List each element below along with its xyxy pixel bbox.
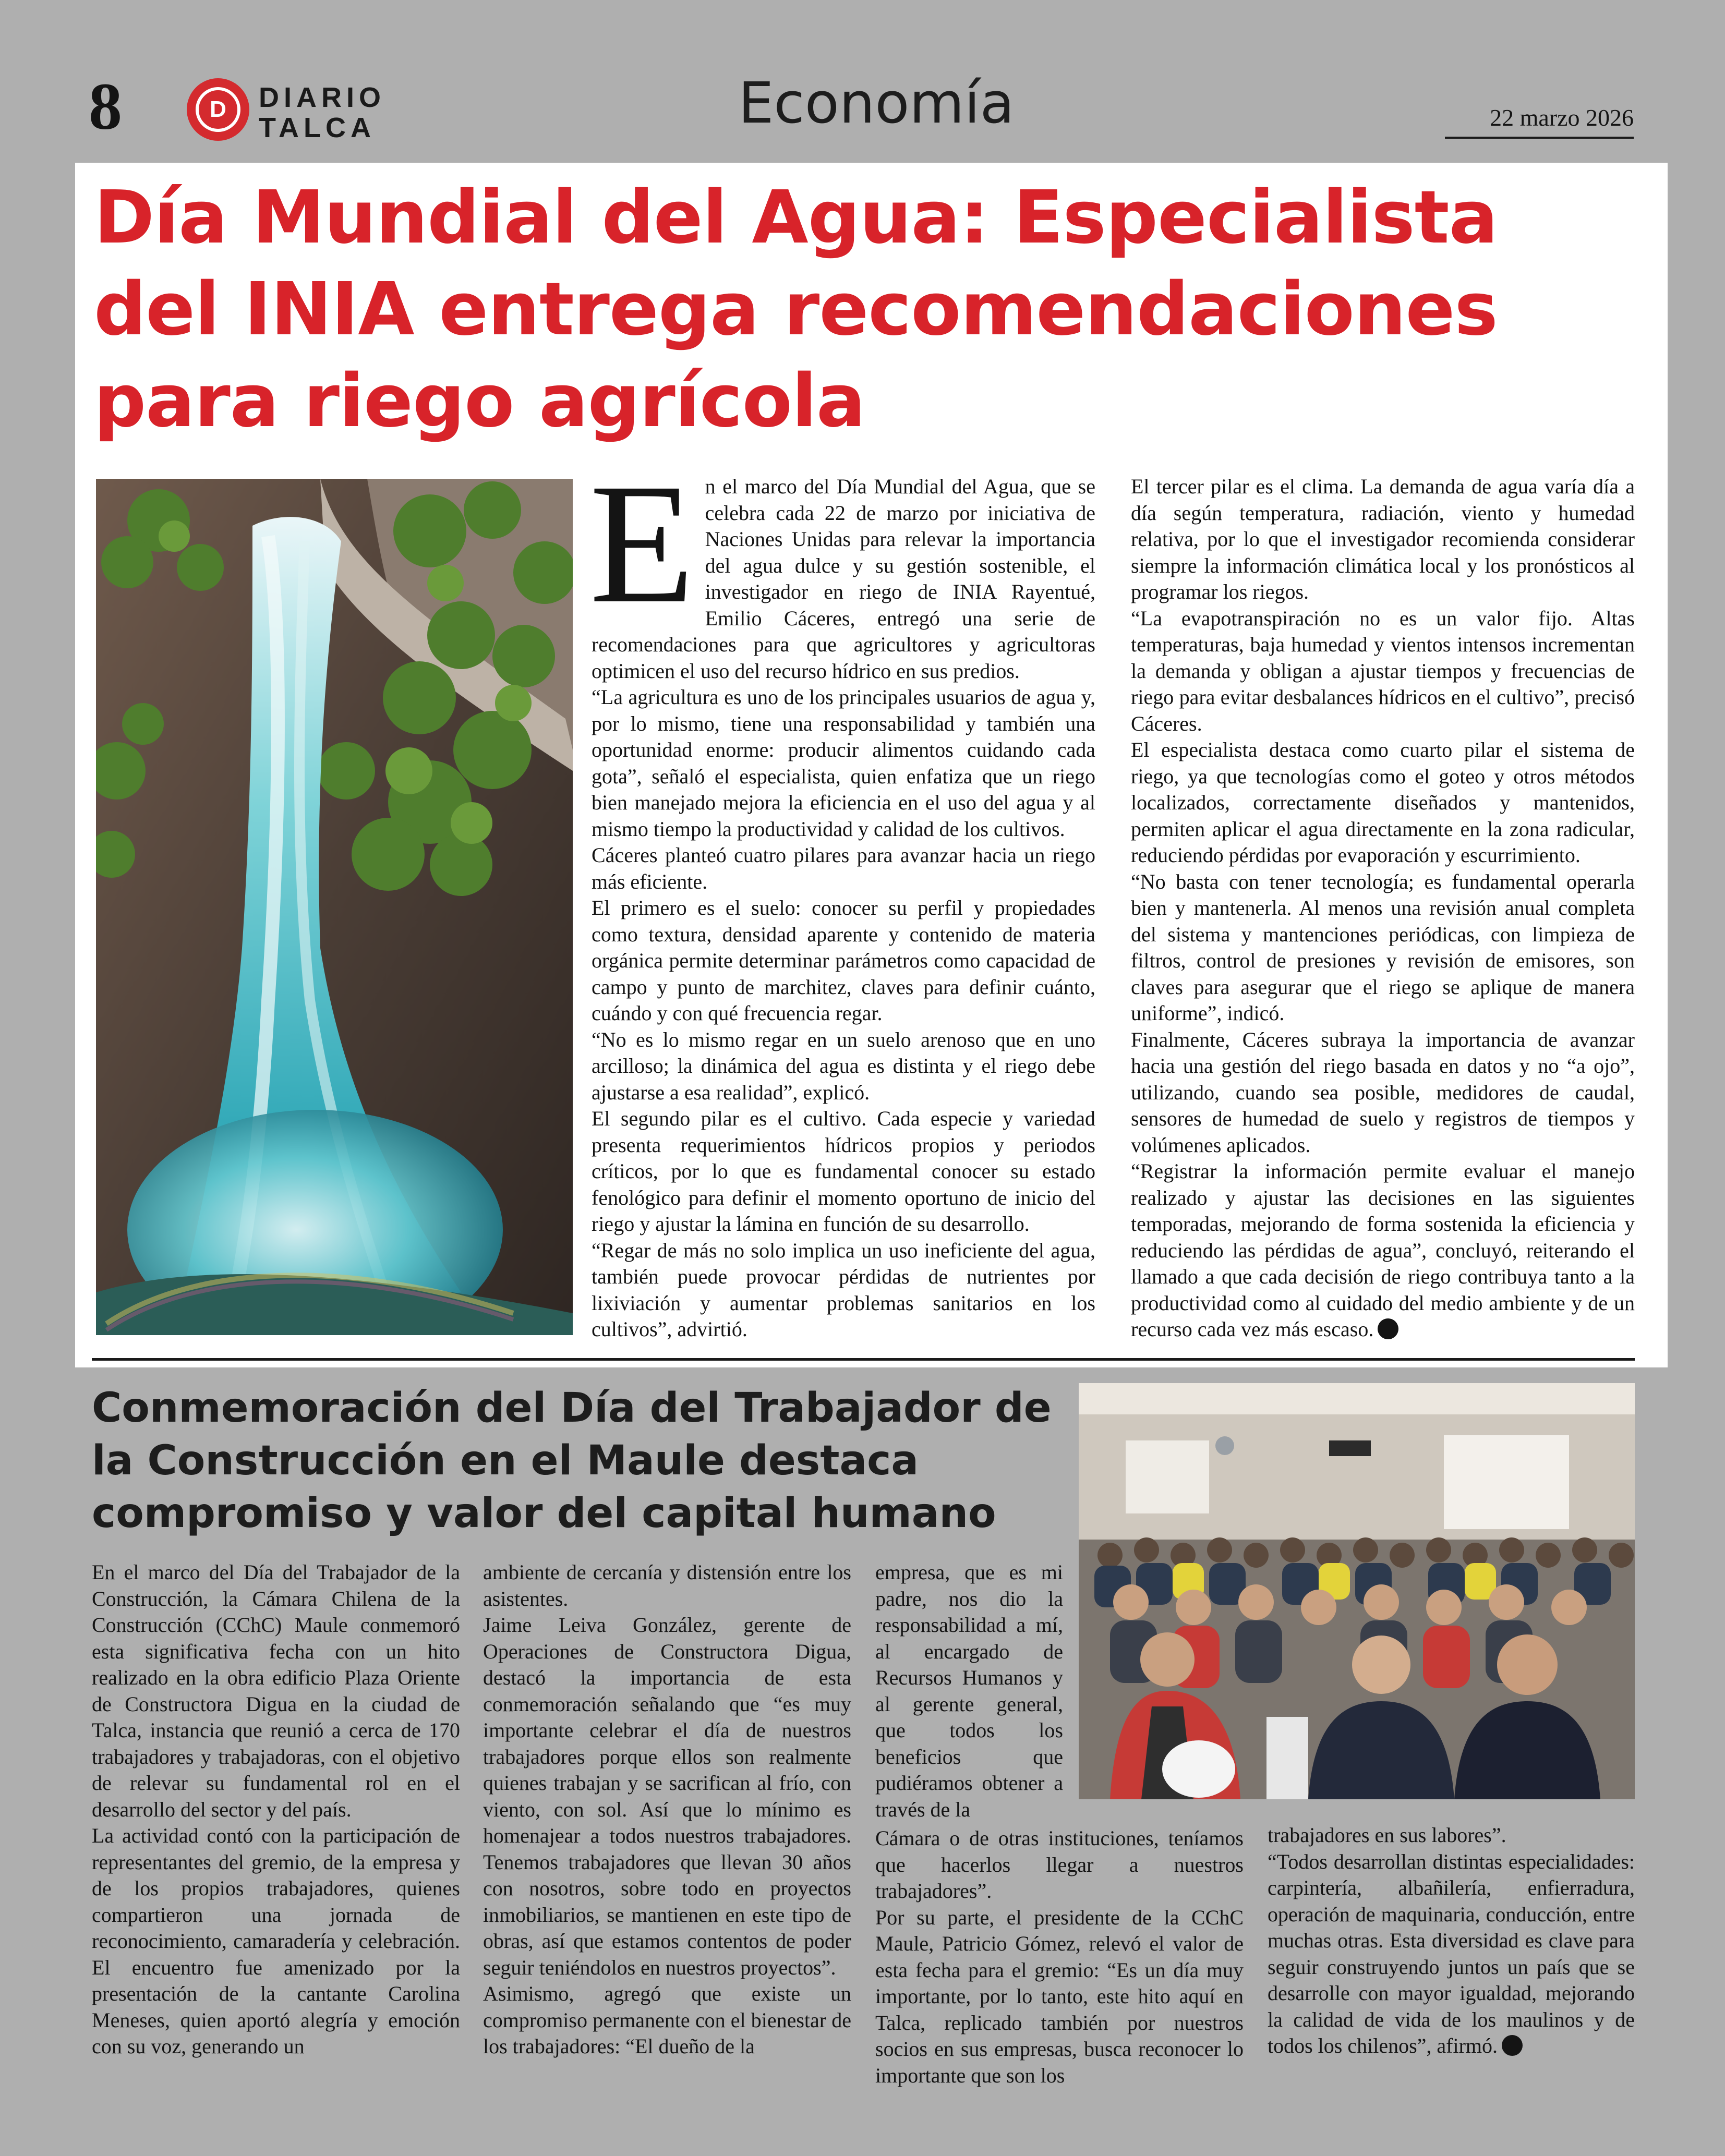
paragraph: En el marco del Día del Trabajador de la Construcción, la Cámara Chilena de la Construcción (CChC) Maule conmemoró esta significativa fecha con un hito realizado en la obra edificio Plaza Oriente de Constructora Digua en la ciudad de Talca, instancia que reunió a cerca de 170 trabajadores y trabajadoras, con el objetivo de relevar su fundamental rol en el desarrollo del sector y del país. bbox=[92, 1560, 460, 1821]
diario-talca-logo-icon bbox=[187, 78, 249, 141]
paragraph: ambiente de cercanía y distensión entre los asistentes. bbox=[483, 1560, 851, 1610]
paragraph: “No es lo mismo regar en un suelo arenoso que en uno arcilloso; la dinámica del agua es distinta y el riego debe ajustarse a esa realidad”, explicó. bbox=[592, 1027, 1095, 1104]
second-headline: Conmemoración del Día del Trabajador de la Construcción en el Maule destaca compromiso y valor del capital humano bbox=[92, 1385, 1052, 1537]
drop-cap: E bbox=[589, 449, 695, 639]
paragraph: trabajadores en sus labores”. bbox=[1268, 1823, 1506, 1847]
paragraph: El primero es el suelo: conocer su perfil y propiedades como textura, densidad aparente y contenido de materia orgánica permite determinar parámetros como capacidad de campo y punto de marchitez, claves para definir cuánto, cuándo y con qué frecuencia regar. bbox=[592, 896, 1095, 1025]
logo-line-1: DIARIO bbox=[259, 82, 385, 113]
paragraph: “La evapotranspiración no es un valor fijo. Altas temperaturas, baja humedad y vientos intensos incrementan la demanda y obligan a ajustar tiempos y frecuencias de riego para evitar desbalances hídricos en el cultivo”, precisó Cáceres. bbox=[1131, 606, 1635, 735]
logo-initials: D bbox=[196, 87, 240, 132]
paragraph: Cámara o de otras instituciones, teníamos que hacerlos llegar a nuestros trabajadores”. bbox=[875, 1826, 1244, 1903]
waterfall-photo bbox=[96, 479, 573, 1335]
paragraph: Finalmente, Cáceres subraya la importancia de avanzar hacia una gestión del riego basada en datos y no “a ojo”, utilizando, cuando sea posible, medidores de caudal, sensores de humedad de suelo y registros de tiempos y volúmenes aplicados. bbox=[1131, 1027, 1635, 1157]
closing-paragraph: “Registrar la información permite evaluar el manejo realizado y ajustar las decisiones en las siguientes temporadas, mejorando de forma sostenida la eficiencia y reduciendo las pérdidas de agua”, concluyó, reiterando el llamado a que cada decisión de riego contribuya tanto a la productividad como al cuidado del medio ambiente y de un recurso cada vez más escaso. bbox=[1131, 1159, 1635, 1341]
second-column-3 bbox=[875, 1559, 1244, 1823]
paragraph: El tercer pilar es el clima. La demanda de agua varía día a día según temperatura, radiación, viento y humedad relativa, por lo que el investigador recomienda considerar siempre la información climática local y los pronósticos al programar los riegos. bbox=[1131, 475, 1635, 603]
paragraph: Asimismo, agregó que existe un compromiso permanente con el bienestar de los trabajadores: “El dueño de la bbox=[483, 1982, 851, 2058]
issue-date: 22 marzo 2026 bbox=[1490, 104, 1634, 131]
lead-intro-paragraph: n el marco del Día Mundial del Agua, que se celebra cada 22 de marzo por iniciativa de Naciones Unidas para relevar la importancia del agua dulce y su gestión sostenible, el investigador en riego de INIA Rayentué, Emilio Cáceres, entregó una serie de recomendaciones para que agricultores y agricultoras optimicen el uso del recurso hídrico en sus predios. bbox=[592, 475, 1095, 683]
lead-column-2 bbox=[1131, 474, 1635, 1339]
second-column-2 bbox=[483, 1559, 851, 2060]
date-underline bbox=[1445, 137, 1634, 139]
end-of-article-icon bbox=[1502, 2035, 1523, 2056]
paragraph: La actividad contó con la participación de representantes del gremio, de la empresa y de los propios trabajadores, quienes compartieron una jornada de reconocimiento, camaradería y celebración. El encuentro fue amenizado por la presentación de la cantante Carolina Meneses, quien aportó alegría y emoción con su voz, generando un bbox=[92, 1824, 460, 2058]
second-column-4 bbox=[1268, 1822, 1635, 2060]
paragraph: El segundo pilar es el cultivo. Cada especie y variedad presenta requerimientos hídricos propios y periodos críticos, por lo que es fundamental conocer su estado fenológico para definir el momento oportuno de inicio del riego y ajustar la lámina en función de su desarrollo. bbox=[592, 1107, 1095, 1236]
paragraph: Jaime Leiva González, gerente de Operaciones de Constructora Digua, destacó la importancia de esta conmemoración señalando que “es muy importante celebrar el día de nuestros trabajadores porque ellos son realmente quienes trabajan y se sacrifican al frío, con viento, con sol. Así que lo mínimo es homenajear a todos nuestros trabajadores. Tenemos trabajadores que llevan 30 años con nosotros, sobre todo en proyectos inmobiliarios, se mantienen en este tipo de obras, así que estamos contentos de poder seguir teniéndolos en nuestros proyectos”. bbox=[483, 1613, 851, 1979]
logo-wordmark bbox=[259, 82, 385, 143]
end-of-article-icon bbox=[1378, 1318, 1398, 1339]
section-title: Economía bbox=[738, 71, 1015, 136]
paragraph: empresa, que es mi padre, nos dio la responsabilidad a mí, al encargado de Recursos Humanos y al gerente general, que todos los beneficios que pudiéramos obtener a través de la bbox=[875, 1560, 1063, 1821]
article-divider bbox=[92, 1358, 1635, 1361]
closing-paragraph: “Todos desarrollan distintas especialidades: carpintería, albañilería, enfierradura, operación de maquinaria, conducción, entre muchas otras. Esta diversidad es clave para seguir construyendo juntos un país que se desarrolle con mayor igualdad, mejorando la calidad de vida de los maulinos y de todos los chilenos”, afirmó. bbox=[1268, 1849, 1635, 2057]
lead-headline: Día Mundial del Agua: Especialista del INIA entrega recomendaciones para riego agrícola bbox=[94, 175, 1498, 444]
logo-line-2: TALCA bbox=[259, 112, 376, 143]
lead-column-1 bbox=[589, 449, 1095, 1341]
paragraph: “No basta con tener tecnología; es fundamental operarla bien y mantenerla. Al menos una revisión anual completa del sistema y mantenciones periódicas, con limpieza de filtros, control de presiones y revisión de emisores, son claves para asegurar que el riego se aplique de manera uniforme”, indicó. bbox=[1131, 869, 1635, 1025]
paragraph: “La agricultura es uno de los principales usuarios de agua y, por lo mismo, tiene una responsabilidad y también una oportunidad enorme: producir alimentos cuidando cada gota”, señaló el especialista, quien enfatiza que un riego bien manejado mejora la eficiencia en el uso del agua y al mismo tiempo la productividad y calidad de los cultivos. bbox=[592, 685, 1095, 841]
paragraph: Cáceres planteó cuatro pilares para avanzar hacia un riego más eficiente. bbox=[592, 843, 1095, 893]
paragraph: El especialista destaca como cuarto pilar el sistema de riego, ya que tecnologías como el goteo y otros métodos localizados, correctamente diseñados y mantenidos, permiten aplicar el agua directamente en la zona radicular, reduciendo pérdidas por evaporación y escurrimiento. bbox=[1131, 738, 1635, 867]
page-number: 8 bbox=[89, 69, 122, 143]
second-column-1 bbox=[92, 1559, 460, 2060]
second-column-3-lower bbox=[875, 1825, 1244, 2089]
paragraph: “Regar de más no solo implica un uso ineficiente del agua, también puede provocar pérdidas de nutrientes por lixiviación y aumentar problemas sanitarios en los cultivos”, advirtió. bbox=[592, 1238, 1095, 1341]
paragraph: Por su parte, el presidente de la CChC Maule, Patricio Gómez, relevó el valor de esta fecha para el gremio: “Es un día muy importante, por lo tanto, este hito aquí en Talca, replicado también por nuestros socios en sus empresas, busca reconocer lo importante que son los bbox=[875, 1905, 1244, 2087]
